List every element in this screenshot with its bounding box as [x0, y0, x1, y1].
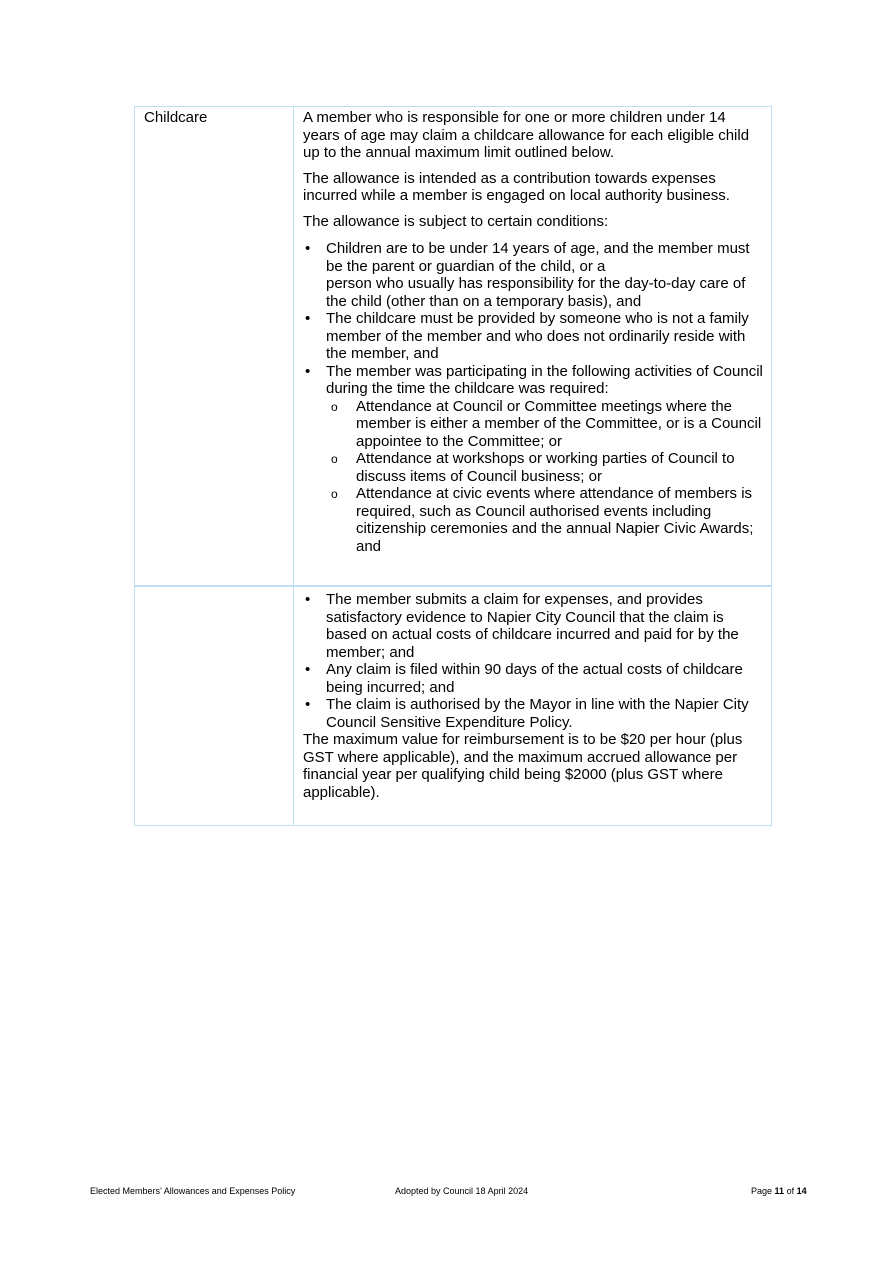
table-row-childcare [134, 106, 772, 586]
list-item: • The member submits a claim for expenses, and provides satisfactory evidence to Napier City Council that the claim is based on actual costs of childcare incurred and paid for by the member; and [303, 591, 765, 661]
sub-list-item: o Attendance at Council or Committee meetings where the member is either a member of the Committee, or is a Council appointee to the Committee; or [326, 398, 765, 451]
cell-content [303, 591, 765, 801]
footer-document-title: Elected Members’ Allowances and Expenses Policy [90, 1186, 296, 1196]
list-item: • Any claim is filed within 90 days of the actual costs of childcare being incurred; and [303, 661, 765, 696]
list-item-text: The member was participating in the following activities of Council during the time the childcare was required: [326, 362, 763, 397]
list-item [303, 240, 765, 310]
table-cell-content [293, 586, 772, 826]
page-current: 11 [774, 1186, 785, 1196]
closing-paragraph: The maximum value for reimbursement is to be $20 per hour (plus GST where applicable), and the maximum accrued allowance per financial year per qualifying child being $2000 (plus GST where applicable). [303, 731, 743, 801]
table-cell-label [134, 106, 294, 586]
sub-list-item: o Attendance at civic events where attendance of members is required, such as Council authorised events including citizenship ceremonies and the annual Napier Civic Awards; and [326, 485, 765, 555]
page-of-label: of [786, 1186, 795, 1196]
paragraph: The allowance is subject to certain conditions: [303, 212, 609, 230]
list-item-text: person who usually has responsibility for the day-to-day care of the child (other than on a temporary basis), and [326, 275, 746, 310]
conditions-list [303, 240, 765, 555]
conditions-list-continued [303, 591, 765, 731]
page-label: Page [751, 1186, 773, 1196]
list-item [303, 363, 765, 556]
cell-content [303, 109, 765, 555]
footer-page-number [751, 1186, 807, 1196]
footer-adoption-date: Adopted by Council 18 April 2024 [395, 1186, 529, 1196]
table-row-conditions-continued [134, 586, 772, 826]
list-item: • The childcare must be provided by someone who is not a family member of the member and who does not ordinarily reside with the member, and [303, 310, 765, 363]
table-cell-label [134, 586, 294, 826]
table-cell-content [293, 106, 772, 586]
list-item-text: Children are to be under 14 years of age, and the member must be the parent or guardian of the child, or a [326, 240, 750, 275]
page-total: 14 [796, 1186, 807, 1196]
sub-list-item: o Attendance at workshops or working parties of Council to discuss items of Council business; or [326, 450, 765, 485]
row-label: Childcare [144, 109, 208, 126]
list-item: • The claim is authorised by the Mayor in line with the Napier City Council Sensitive Expenditure Policy. [303, 696, 765, 731]
paragraph: A member who is responsible for one or more children under 14 years of age may claim a childcare allowance for each eligible child up to the annual maximum limit outlined below. [303, 109, 750, 161]
paragraph: The allowance is intended as a contribution towards expenses incurred while a member is engaged on local authority business. [303, 169, 730, 204]
activities-list [326, 398, 765, 556]
